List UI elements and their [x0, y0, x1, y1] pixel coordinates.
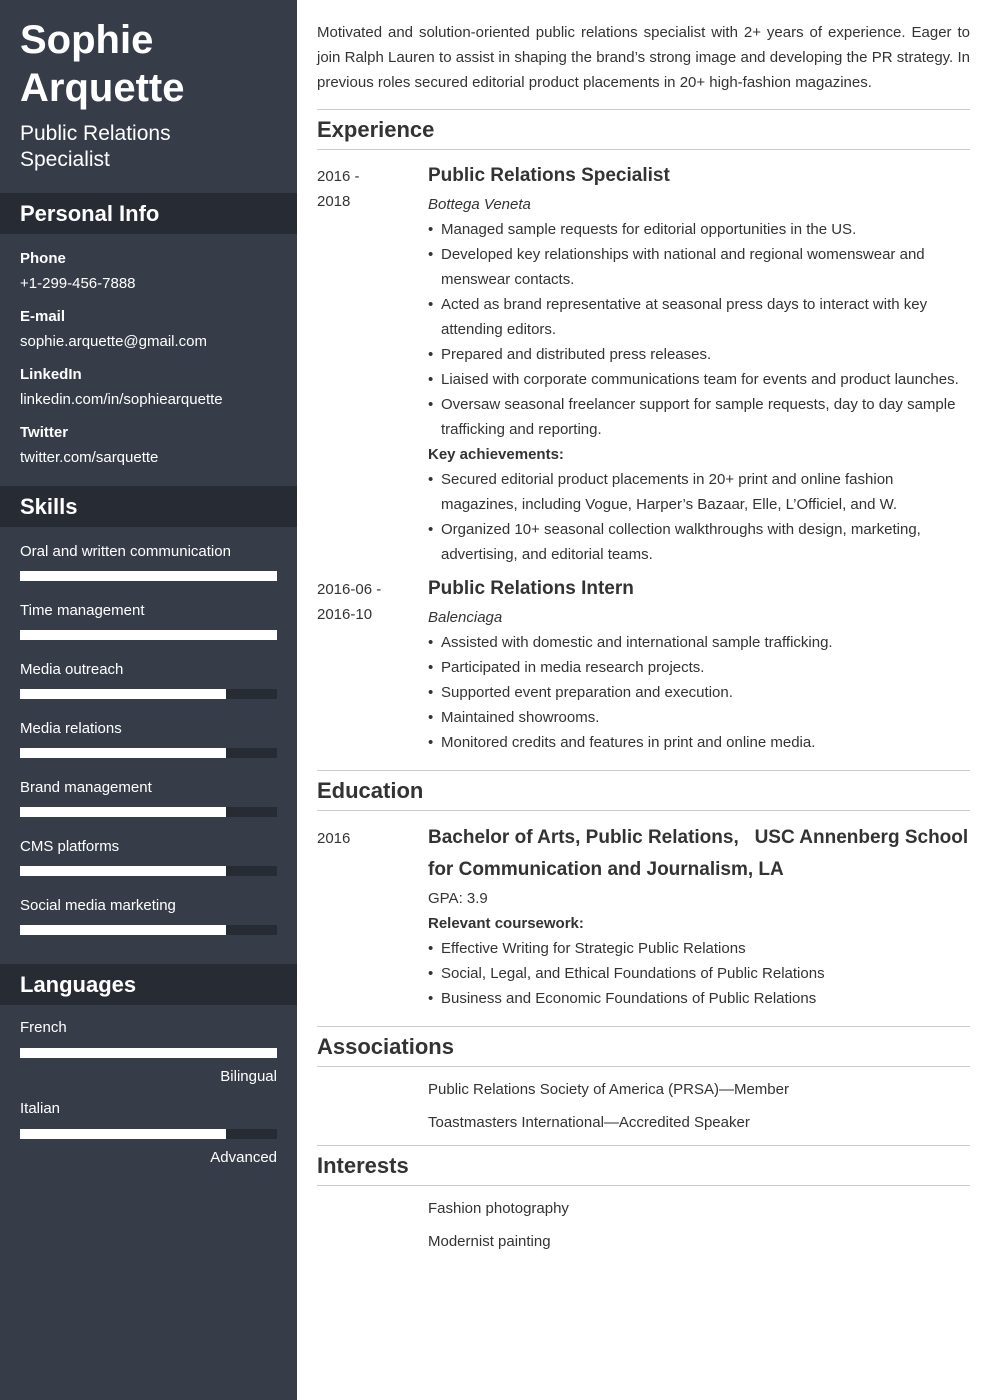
associations-heading: Associations — [317, 1026, 970, 1067]
experience-entry — [317, 164, 970, 567]
info-label: Phone — [20, 250, 66, 267]
education-entry — [317, 811, 974, 1011]
list-item: • Social, Legal, and Ethical Foundations of Public Relations — [428, 961, 970, 986]
info-label: LinkedIn — [20, 366, 82, 383]
skill-bar-fill — [20, 925, 226, 935]
coursework-list — [428, 936, 970, 1011]
date-start: 2016 - — [317, 168, 360, 185]
skill-bar-fill — [20, 630, 277, 640]
skill-bar — [20, 571, 277, 581]
experience-entry — [317, 577, 970, 755]
sidebar — [0, 0, 297, 1400]
list-item: • Effective Writing for Strategic Public Relations — [428, 936, 970, 961]
skill-name: Media outreach — [20, 661, 124, 678]
responsibilities-list — [428, 630, 970, 755]
language-level: Advanced — [210, 1149, 277, 1166]
info-label: Twitter — [20, 424, 69, 441]
list-item: • Acted as brand representative at seasonal press days to interact with key attending editors. — [428, 292, 970, 342]
list-item: • Organized 10+ seasonal collection walkthroughs with design, marketing, advertising, and editorial teams. — [428, 517, 970, 567]
date-end: 2018 — [317, 193, 351, 210]
skill-name: Time management — [20, 602, 145, 619]
responsibilities-list — [428, 217, 970, 442]
list-item: • Prepared and distributed press releases. — [428, 342, 970, 367]
entry-body — [428, 577, 970, 755]
date-end: 2016-10 — [317, 606, 373, 623]
skill-bar — [20, 807, 277, 817]
list-item: • Oversaw seasonal freelancer support for sample requests, day to day sample trafficking and reporting. — [428, 392, 970, 442]
list-item: • Business and Economic Foundations of Public Relations — [428, 986, 970, 1011]
language-item — [20, 1015, 277, 1096]
personal-info — [0, 234, 297, 486]
skill-name: CMS platforms — [20, 838, 120, 855]
language-name: Italian — [20, 1100, 61, 1117]
skill-bar-fill — [20, 866, 226, 876]
skill-bar-fill — [20, 807, 226, 817]
skill-item — [20, 539, 277, 598]
list-item: Fashion photography — [428, 1200, 569, 1217]
gpa: GPA: 3.9 — [428, 890, 488, 907]
list-item: • Liaised with corporate communications team for events and product launches. — [428, 367, 970, 392]
info-item-linkedin — [20, 362, 277, 412]
list-item: • Developed key relationships with national and regional womenswear and menswear contacts. — [428, 242, 970, 292]
language-level: Bilingual — [220, 1068, 277, 1085]
list-item: Public Relations Society of America (PRSA)—Member — [428, 1081, 789, 1098]
entry-date — [317, 164, 428, 567]
skill-bar — [20, 630, 277, 640]
language-bar-fill — [20, 1048, 277, 1058]
skill-name: Brand management — [20, 779, 152, 796]
list-item: • Assisted with domestic and international sample trafficking. — [428, 630, 970, 655]
degree-title: Bachelor of Arts, Public Relations, USC Annenberg School for Communication and Journalism, LA — [428, 827, 974, 880]
list-item: Toastmasters International—Accredited Speaker — [428, 1114, 750, 1131]
language-item — [20, 1096, 277, 1177]
info-item-twitter — [20, 420, 277, 470]
skill-name: Media relations — [20, 720, 122, 737]
skill-name: Oral and written communication — [20, 543, 231, 560]
list-item: • Secured editorial product placements in 20+ print and online fashion magazines, including Vogue, Harper’s Bazaar, Elle, L’Officiel, and W. — [428, 467, 970, 517]
experience-list — [317, 150, 970, 755]
list-item: • Participated in media research projects. — [428, 655, 970, 680]
list-item: Modernist painting — [428, 1233, 551, 1250]
company-name: Bottega Veneta — [428, 196, 531, 213]
email-value[interactable]: sophie.arquette@gmail.com — [20, 333, 207, 350]
skills-heading: Skills — [0, 486, 297, 527]
associations-list — [317, 1067, 970, 1135]
skill-bar — [20, 925, 277, 935]
skill-name: Social media marketing — [20, 897, 176, 914]
entry-body — [428, 826, 974, 1011]
language-bar — [20, 1129, 277, 1139]
entry-body — [428, 164, 970, 567]
job-position: Public Relations Specialist — [428, 165, 670, 186]
skill-bar — [20, 748, 277, 758]
skill-bar — [20, 866, 277, 876]
languages-heading: Languages — [0, 964, 297, 1005]
skill-bar-fill — [20, 571, 277, 581]
language-name: French — [20, 1019, 67, 1036]
name-last: Arquette — [20, 66, 185, 110]
job-position: Public Relations Intern — [428, 578, 634, 599]
candidate-name — [0, 0, 297, 112]
twitter-value[interactable]: twitter.com/sarquette — [20, 449, 159, 466]
list-item: • Managed sample requests for editorial opportunities in the US. — [428, 217, 970, 242]
entry-date: 2016 — [317, 830, 351, 847]
linkedin-value[interactable]: linkedin.com/in/sophiearquette — [20, 391, 223, 408]
skill-item — [20, 893, 277, 952]
skill-item — [20, 657, 277, 716]
skill-item — [20, 775, 277, 834]
languages-list — [0, 1005, 297, 1177]
interests-list — [317, 1186, 970, 1254]
experience-heading: Experience — [317, 109, 970, 150]
personal-info-heading: Personal Info — [0, 193, 297, 234]
date-start: 2016-06 - — [317, 581, 382, 598]
phone-value[interactable]: +1-299-456-7888 — [20, 275, 136, 292]
list-item: • Supported event preparation and execution. — [428, 680, 970, 705]
company-name: Balenciaga — [428, 609, 503, 626]
skill-bar-fill — [20, 748, 226, 758]
info-item-phone — [20, 246, 277, 296]
main-content — [317, 0, 974, 1262]
achievements-list — [428, 467, 970, 567]
language-bar-fill — [20, 1129, 226, 1139]
skill-bar — [20, 689, 277, 699]
name-first: Sophie — [20, 18, 154, 62]
list-item: • Monitored credits and features in print and online media. — [428, 730, 970, 755]
entry-date — [317, 577, 428, 755]
skill-bar-fill — [20, 689, 226, 699]
coursework-label: Relevant coursework: — [428, 915, 584, 932]
skill-item — [20, 598, 277, 657]
language-bar — [20, 1048, 277, 1058]
skill-item — [20, 834, 277, 893]
job-title: Public Relations Specialist — [20, 122, 171, 171]
achievements-label: Key achievements: — [428, 446, 564, 463]
interests-heading: Interests — [317, 1145, 970, 1186]
skill-item — [20, 716, 277, 775]
summary: Motivated and solution-oriented public relations specialist with 2+ years of experience. Eager to join Ralph Lauren to assist in shaping the brand’s strong image and developing the PR strategy. In previous roles secured editorial product placements in 20+ high-fashion magazines. — [317, 24, 970, 91]
info-label: E-mail — [20, 308, 66, 325]
list-item: • Maintained showrooms. — [428, 705, 970, 730]
skills-list — [0, 527, 297, 964]
education-heading: Education — [317, 770, 970, 811]
info-item-email — [20, 304, 277, 354]
